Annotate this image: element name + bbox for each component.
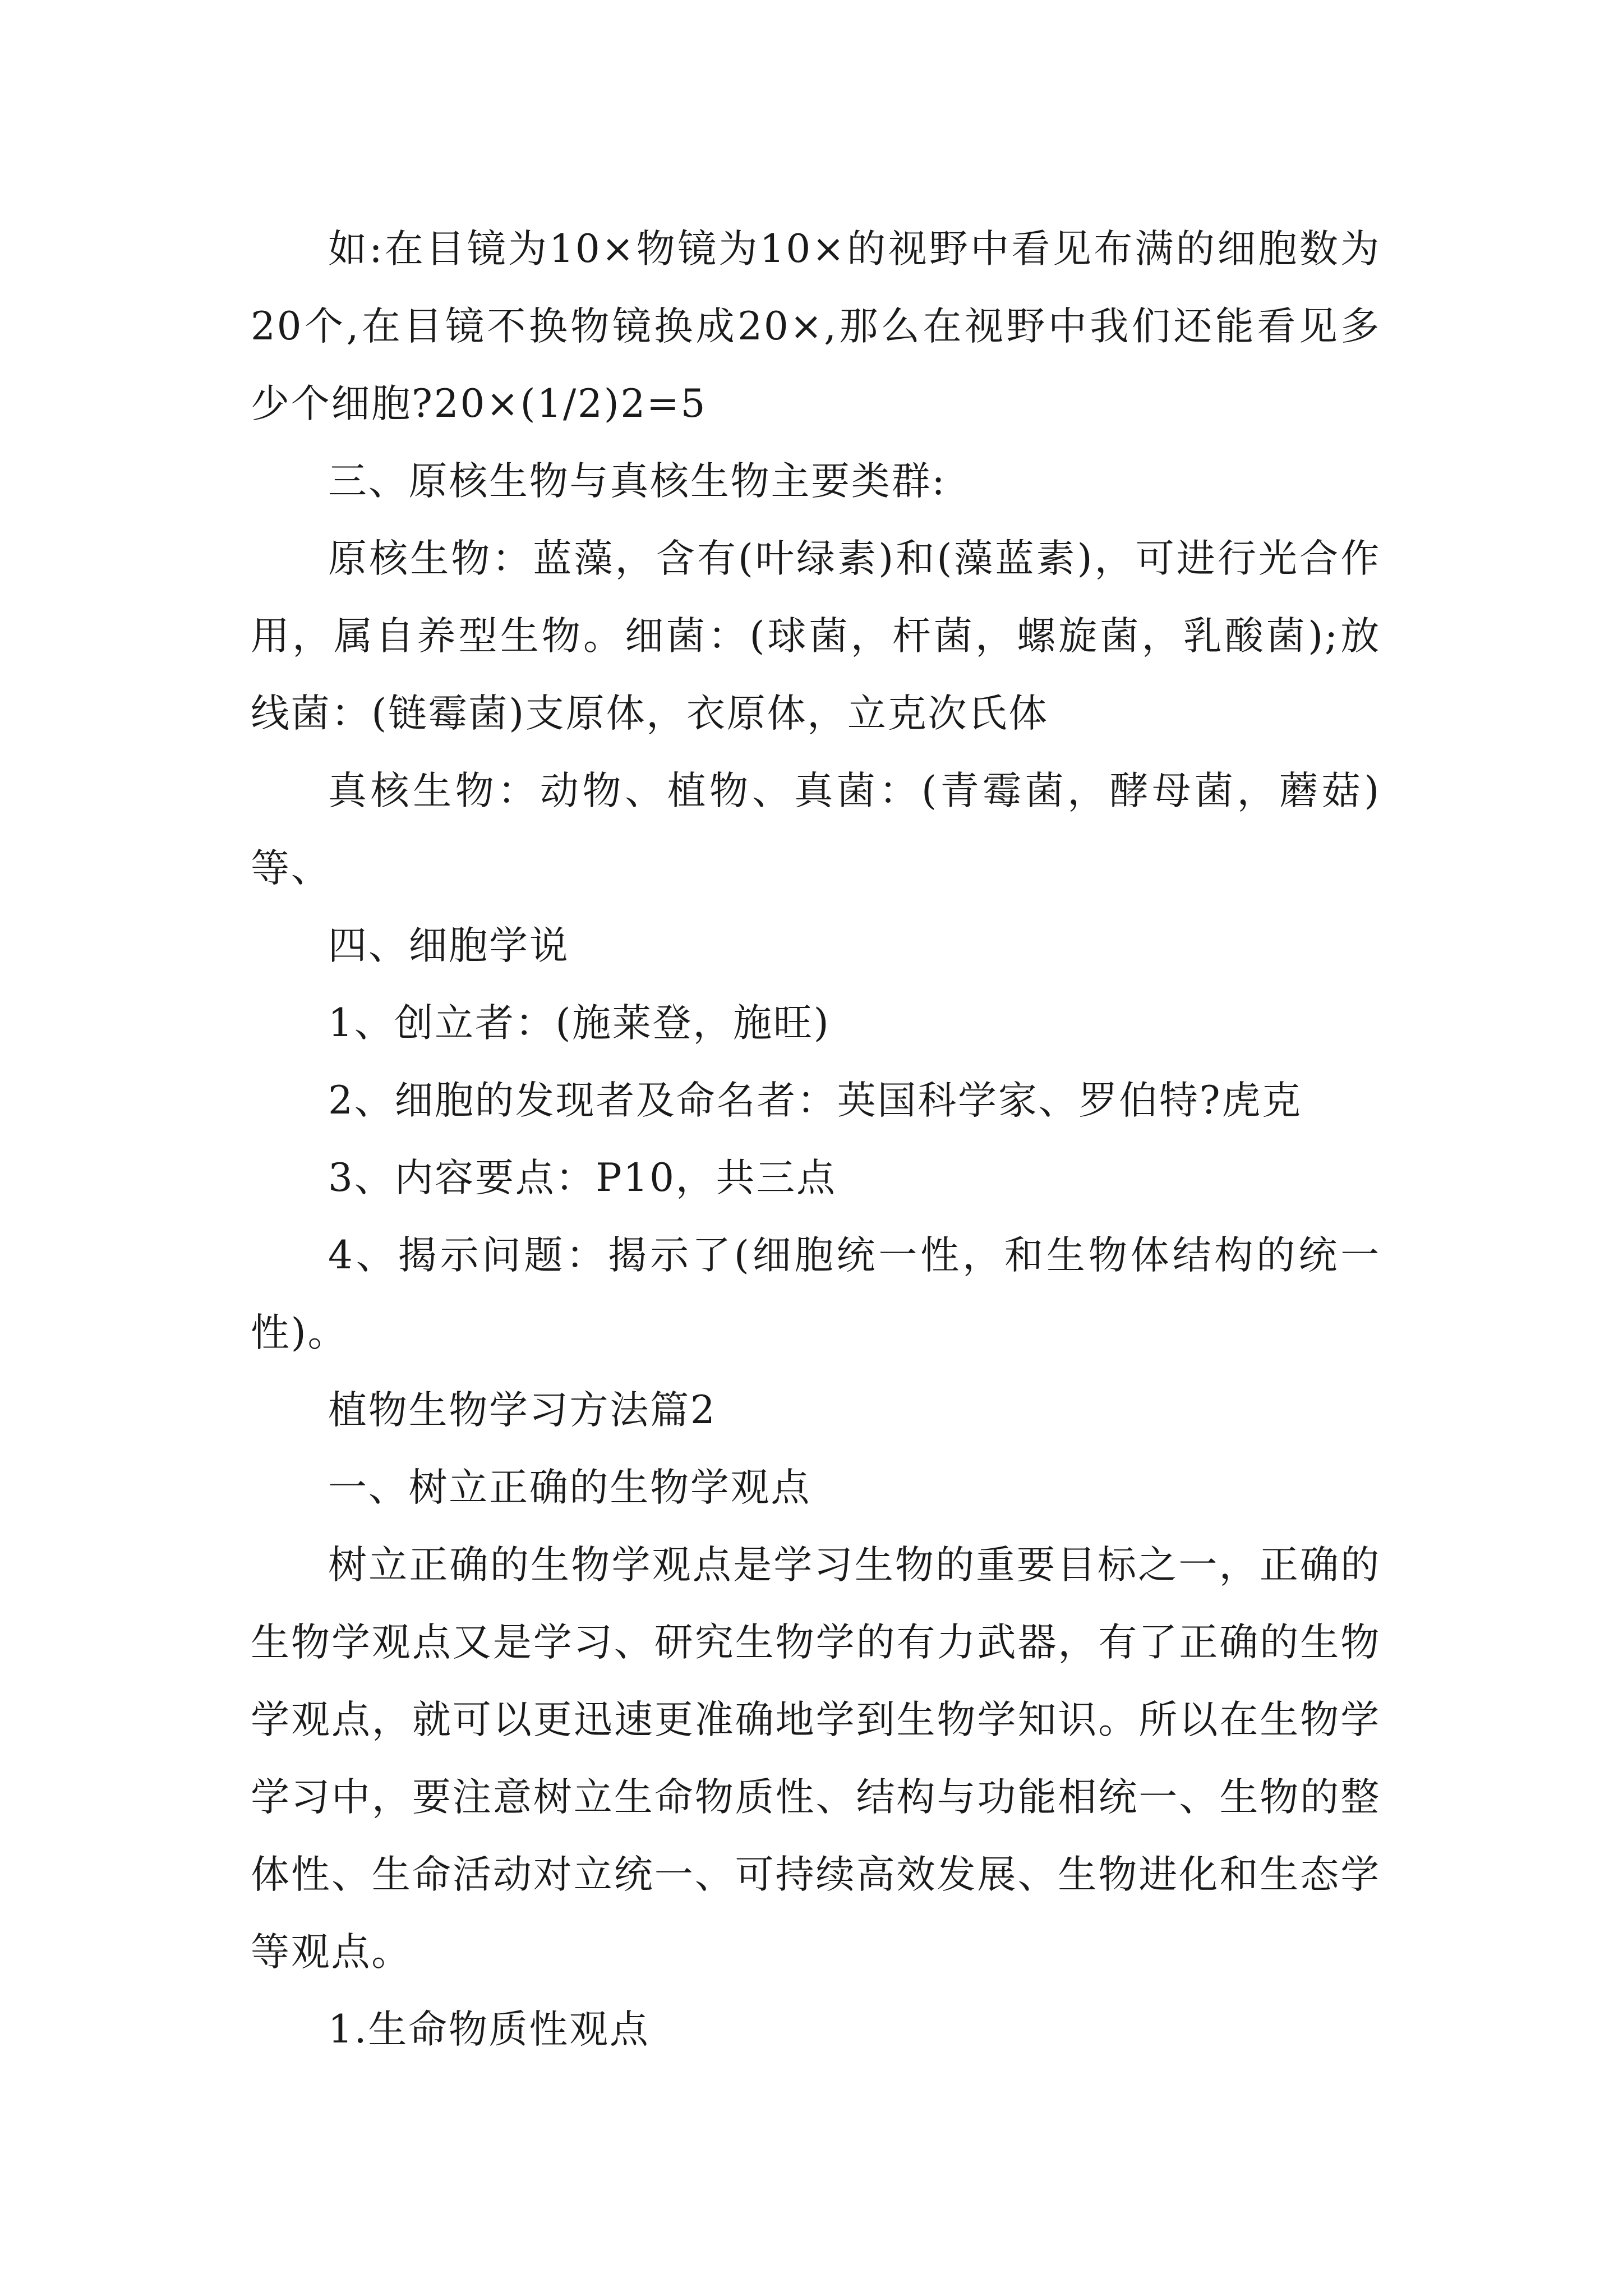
heading-biology-viewpoint: 一、树立正确的生物学观点 — [328, 1465, 811, 1510]
heading-cell-theory: 四、细胞学说 — [328, 923, 570, 968]
list-item-founders: 1、创立者：(施莱登，施旺) — [328, 1001, 831, 1046]
list-item-discoverer: 2、细胞的发现者及命名者：英国科学家、罗伯特?虎克 — [328, 1078, 1302, 1123]
heading-prokaryote-eukaryote-groups: 三、原核生物与真核生物主要类群: — [328, 459, 947, 504]
paragraph-prokaryotes: 原核生物：蓝藻，含有(叶绿素)和(藻蓝素)，可进行光合作用，属自养型生物。细菌：(球菌，杆菌，螺旋菌，乳酸菌);放线菌：(链霉菌)支原体，衣原体，立克次氏体 — [251, 536, 1381, 736]
list-item-key-points: 3、内容要点：P10，共三点 — [328, 1156, 837, 1200]
document-body — [251, 210, 1381, 2068]
section-title-part-2: 植物生物学习方法篇2 — [328, 1388, 717, 1433]
subheading-material-life: 1.生命物质性观点 — [328, 2007, 650, 2052]
list-item-revealed-issue: 4、揭示问题：揭示了(细胞统一性，和生物体结构的统一性)。 — [251, 1233, 1381, 1355]
paragraph-biology-viewpoint: 树立正确的生物学观点是学习生物的重要目标之一，正确的生物学观点又是学习、研究生物学的有力武器，有了正确的生物学观点，就可以更迅速更准确地学到生物学知识。所以在生物学学习中，要注意树立生命物质性、结构与功能相统一、生物的整体性、生命活动对立统一、可持续高效发展、生物进化和生态学等观点。 — [251, 1543, 1381, 1975]
paragraph-eukaryotes: 真核生物：动物、植物、真菌：(青霉菌，酵母菌，蘑菇)等、 — [251, 769, 1381, 891]
paragraph-microscope-example: 如:在目镜为10×物镜为10×的视野中看见布满的细胞数为20个,在目镜不换物镜换成20×,那么在视野中我们还能看见多少个细胞?20×(1/2)2=5 — [251, 227, 1381, 426]
